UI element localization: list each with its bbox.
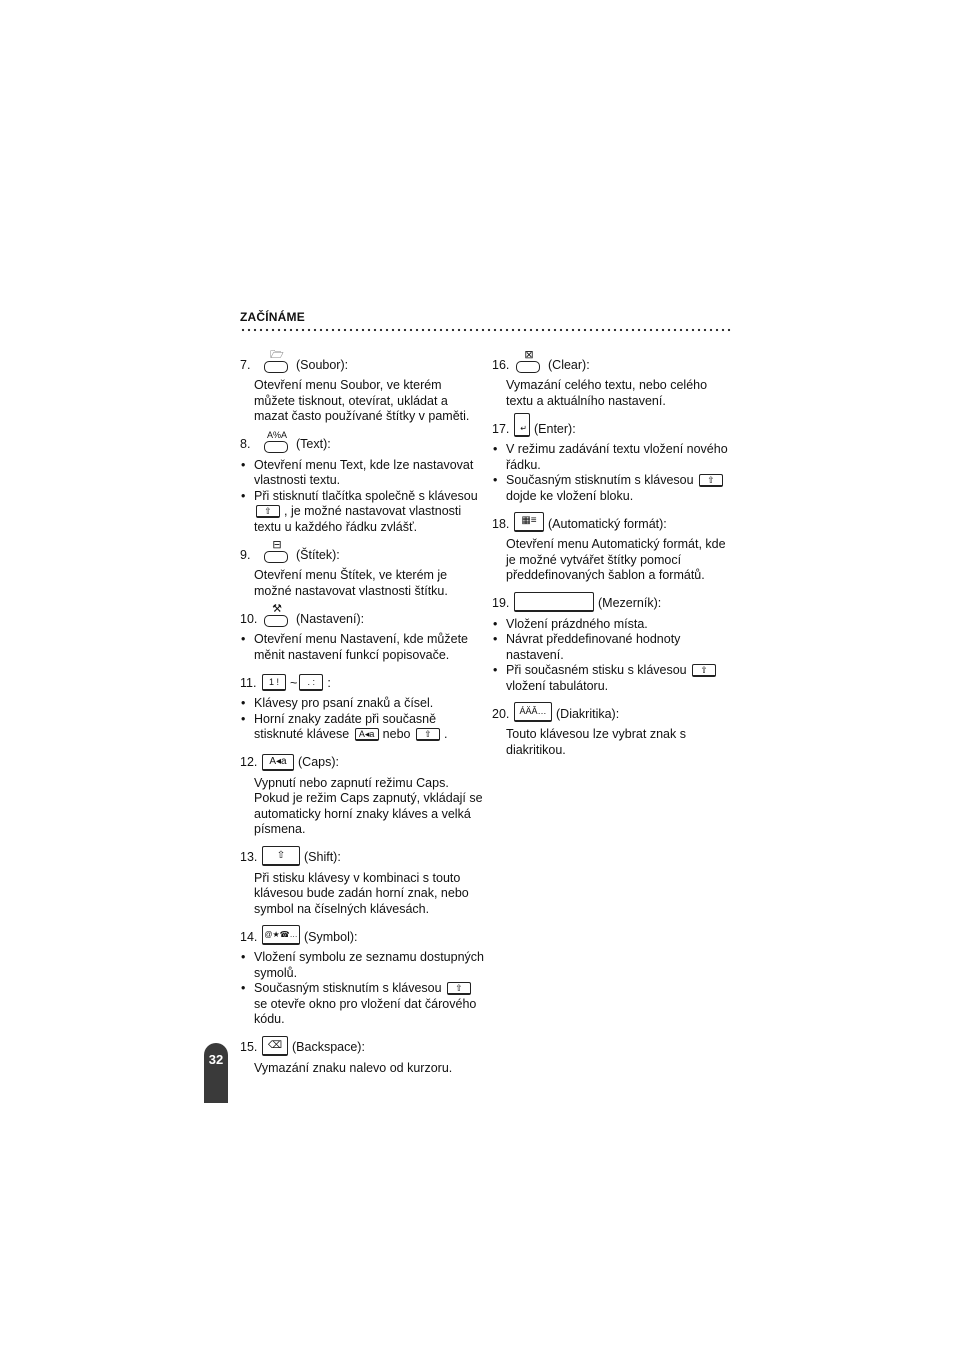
item-18-heading bbox=[492, 508, 737, 532]
round-key-icon bbox=[264, 361, 288, 373]
item-number: 15. bbox=[240, 1040, 258, 1054]
item-17-bullets bbox=[492, 442, 737, 504]
folder-open-icon: 🗁 bbox=[270, 349, 284, 361]
item-number: 17. bbox=[492, 421, 510, 436]
bullet-text: , je možné nastavovat vlastnosti textu u každého řádku zvlášť. bbox=[254, 504, 462, 534]
item-label: (Automatický formát): bbox=[548, 516, 667, 531]
section-title: ZAČÍNÁME bbox=[240, 310, 305, 324]
space-key-icon bbox=[514, 592, 594, 612]
item-15-description: Vymazání znaku nalevo od kurzoru. bbox=[254, 1060, 453, 1075]
enter-key-icon: ↵ bbox=[514, 413, 530, 437]
text-key bbox=[262, 429, 292, 453]
round-key-icon bbox=[264, 441, 288, 453]
bullet-text: Horní znaky zadáte při současně stisknuté klávese bbox=[254, 711, 437, 741]
bullet-item bbox=[240, 489, 485, 536]
item-number: 7. bbox=[240, 357, 251, 372]
item-7-description: Otevření menu Soubor, ve kterém můžete tisknout, otevírat, ukládat a mazat často používané štítky v paměti. bbox=[254, 378, 470, 423]
clear-key bbox=[514, 349, 544, 373]
item-7-heading bbox=[240, 349, 485, 373]
item-13-heading bbox=[240, 842, 485, 866]
item-14-bullets bbox=[240, 950, 485, 1028]
item-11-heading bbox=[240, 667, 485, 691]
round-key-icon bbox=[264, 551, 288, 563]
item-number: 12. bbox=[240, 755, 258, 769]
item-label: (Enter): bbox=[534, 421, 576, 436]
item-number: 9. bbox=[240, 547, 251, 562]
item-label: (Nastavení): bbox=[296, 611, 365, 626]
shift-key-icon: ⇧ bbox=[256, 505, 280, 518]
item-label: (Clear): bbox=[548, 357, 590, 372]
item-15-heading bbox=[240, 1032, 485, 1056]
item-number: 19. bbox=[492, 596, 510, 610]
file-key bbox=[262, 349, 292, 373]
item-17-heading bbox=[492, 413, 737, 437]
bullet-text: Současným stisknutím s klávesou bbox=[254, 981, 442, 995]
caps-key-icon: A◂a bbox=[355, 728, 379, 741]
settings-key bbox=[262, 603, 292, 627]
left-column bbox=[240, 345, 485, 1078]
item-12-heading bbox=[240, 747, 485, 771]
item-16-description: Vymazání celého textu, nebo celého textu a aktuálního nastavení. bbox=[506, 378, 708, 408]
bullet-text: se otevře okno pro vložení dat čárového kódu. bbox=[254, 996, 477, 1026]
bullet-item: • Klávesy pro psaní znaků a čísel. bbox=[240, 696, 485, 712]
bullet-text: dojde ke vložení bloku. bbox=[506, 488, 634, 503]
bullet-item: • V režimu zadávání textu vložení nového řádku. bbox=[492, 442, 737, 473]
bullet-item: • Otevření menu Nastavení, kde můžete měnit nastavení funkcí popisovače. bbox=[240, 632, 485, 663]
caps-key-icon: A◂a bbox=[262, 754, 294, 771]
shift-key-icon: ⇧ bbox=[416, 728, 440, 741]
bullet-text: Současným stisknutím s klávesou bbox=[506, 473, 694, 487]
backspace-key-icon: ⌫ bbox=[262, 1036, 288, 1056]
item-label: (Backspace): bbox=[292, 1040, 365, 1054]
auto-format-key-icon: ▦≡ bbox=[514, 512, 544, 532]
punctuation-key-icon: . : bbox=[299, 674, 323, 691]
item-20-heading bbox=[492, 698, 737, 722]
item-label: (Štítek): bbox=[296, 547, 340, 562]
page-number-tab bbox=[204, 1043, 228, 1103]
text-style-icon: A%A bbox=[266, 429, 287, 440]
item-18-description: Otevření menu Automatický formát, kde je možné vytvářet štítky pomocí předdefinovaných šablon a formátů. bbox=[506, 537, 726, 582]
item-number: 8. bbox=[240, 437, 251, 451]
item-number: 20. bbox=[492, 706, 510, 721]
item-number: 14. bbox=[240, 929, 258, 944]
bullet-item bbox=[492, 663, 737, 694]
item-13-description: Při stisku klávesy v kombinaci s touto klávesou bude zadán horní znak, nebo symbol na číselných klávesách. bbox=[254, 870, 469, 916]
page-number: 32 bbox=[208, 1052, 224, 1067]
right-column bbox=[492, 345, 737, 760]
bullet-item: • Otevření menu Text, kde lze nastavovat vlastnosti textu. bbox=[240, 458, 485, 489]
bullet-text: vložení tabulátoru. bbox=[506, 678, 609, 693]
bullet-text: Při stisknutí tlačítka společně s klávesou bbox=[254, 488, 478, 503]
item-16-heading bbox=[492, 349, 737, 373]
item-8-bullets bbox=[240, 458, 485, 536]
item-9-description: Otevření menu Štítek, ve kterém je možné nastavovat vlastnosti štítku. bbox=[254, 568, 448, 598]
item-11-bullets bbox=[240, 696, 485, 743]
item-14-heading bbox=[240, 921, 485, 945]
bullet-item bbox=[492, 473, 737, 504]
shift-key-icon: ⇧ bbox=[447, 982, 471, 995]
bullet-item bbox=[240, 981, 485, 1028]
bullet-item: • Vložení symbolu ze seznamu dostupných symolů. bbox=[240, 950, 485, 981]
item-label: (Caps): bbox=[298, 755, 339, 769]
colon-text: : bbox=[327, 675, 331, 690]
item-8-heading bbox=[240, 429, 485, 453]
item-number: 16. bbox=[492, 357, 510, 372]
item-label: (Mezerník): bbox=[598, 596, 662, 610]
bullet-text: Při současném stisku s klávesou bbox=[506, 663, 687, 677]
item-label: (Text): bbox=[296, 437, 331, 451]
item-number: 13. bbox=[240, 850, 258, 864]
round-key-icon bbox=[264, 615, 288, 627]
symbol-key-icon: @★☎… bbox=[262, 925, 300, 945]
bullet-item bbox=[240, 712, 485, 743]
item-label: (Diakritika): bbox=[556, 706, 620, 721]
item-12-description: Vypnutí nebo zapnutí režimu Caps. Pokud je režim Caps zapnutý, vkládají se automaticky horní znaky kláves a velká písmena. bbox=[254, 775, 483, 836]
label-icon: ⊟ bbox=[272, 539, 282, 551]
item-10-bullets bbox=[240, 632, 485, 663]
bullet-text: . bbox=[443, 727, 448, 741]
shift-key-icon: ⇧ bbox=[262, 846, 300, 866]
item-10-heading bbox=[240, 603, 485, 627]
digit-key-icon: 1 ! bbox=[262, 674, 286, 691]
item-number: 18. bbox=[492, 516, 510, 531]
round-key-icon bbox=[516, 361, 540, 373]
accent-key-icon: ÁÄÂ… bbox=[514, 702, 552, 722]
tilde-text: ~ bbox=[290, 675, 298, 690]
item-number: 11. bbox=[240, 675, 257, 690]
bullet-item: • Návrat předdefinované hodnoty nastavení. bbox=[492, 632, 737, 663]
bullet-text: nebo bbox=[382, 727, 411, 741]
item-label: (Symbol): bbox=[304, 929, 358, 944]
item-label: (Soubor): bbox=[296, 357, 349, 372]
item-19-bullets bbox=[492, 617, 737, 695]
shift-key-icon: ⇧ bbox=[692, 664, 716, 677]
item-9-heading bbox=[240, 539, 485, 563]
tools-icon: ⚒ bbox=[272, 603, 282, 615]
shift-key-icon: ⇧ bbox=[699, 474, 723, 487]
item-19-heading bbox=[492, 588, 737, 612]
dotted-divider bbox=[240, 327, 732, 333]
bullet-item: • Vložení prázdného místa. bbox=[492, 617, 737, 633]
item-20-description: Touto klávesou lze vybrat znak s diakritikou. bbox=[506, 727, 686, 757]
label-key bbox=[262, 539, 292, 563]
item-label: (Shift): bbox=[304, 850, 341, 864]
clear-icon: ⊠ bbox=[524, 349, 534, 361]
item-number: 10. bbox=[240, 611, 258, 626]
